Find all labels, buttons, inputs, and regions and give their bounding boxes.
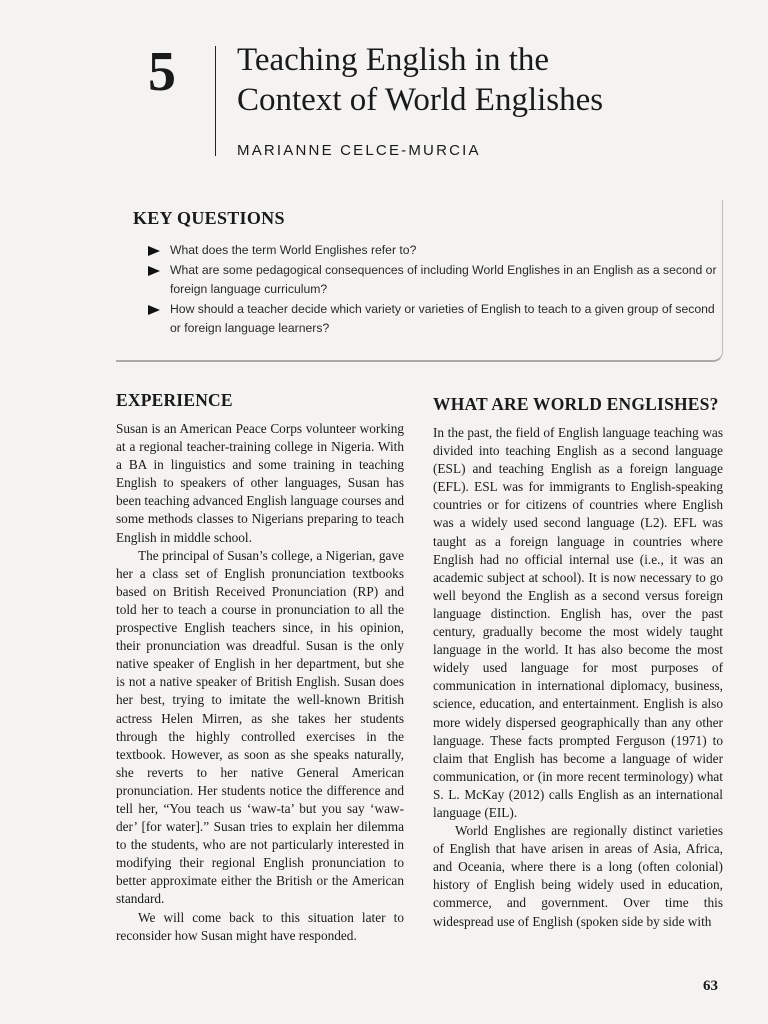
- key-question-item: [148, 300, 718, 339]
- experience-paragraph: Susan is an American Peace Corps volunteer working at a regional teacher-training college in Nigeria. With a BA in linguistics and some training in teaching English to speakers of other languages, Susan has been teaching advanced English language courses and some methods classes to Nigerians preparing to teach English in middle school.: [116, 421, 404, 545]
- key-questions-list: [148, 241, 718, 339]
- key-question-item: [148, 261, 718, 300]
- key-question-text: What are some pedagogical consequences of including World Englishes in an English as a second or foreign language curriculum?: [170, 262, 717, 296]
- page-number: 63: [703, 978, 718, 994]
- arrow-bullet-icon: [148, 266, 160, 276]
- arrow-bullet-icon: [148, 246, 160, 256]
- chapter-number: 5: [148, 41, 176, 103]
- world-englishes-paragraph: In the past, the field of English language teaching was divided into teaching English as a second language (ESL) and teaching English as a foreign language (EFL). ESL was for immigrants to English-speaking countries or for citizens of countries where English was a widely used second language (L2). EFL was taught as a foreign language in countries where English had no official internal use (i.e., it was an academic subject at school). It is now necessary to go well beyond the English as a second versus foreign language distinction. English has, over the past century, gradually become the most widely taught language in the world. It has also become the most widely used language for most purposes of communication in international diplomacy, business, science, education, and entertainment. English is also more widely dispersed geographically than any other language. These facts prompted Ferguson (1971) to claim that English has become a language of wider communication, or (in more recent terminology) what S. L. McKay (2012) calls English as an international language (EIL).: [433, 425, 723, 820]
- experience-paragraph: The principal of Susan’s college, a Nigerian, gave her a class set of English pronunciation textbooks based on British Received Pronunciation (RP) and told her to teach a course in pronunciation to all the prospective English teachers since, in his opinion, their pronunciation was dreadful. Susan is the only native speaker of English in her department, but she is not a native speaker of British English. Susan does her best, trying to imitate the well-known British actress Helen Mirren, as she takes her students through the highly controlled exercises in the textbook. However, as soon as she speaks naturally, she reverts to her native General American pronunciation. Her students notice the difference and tell her, “You teach us ‘waw-ta’ but you say ‘waw-der’ [for water].” Susan tries to explain her dilemma to the students, who are not particularly interested in modifying their regional English pronunciation to better approximate either the British or the American standard.: [116, 547, 404, 907]
- experience-heading: EXPERIENCE: [116, 390, 233, 410]
- world-englishes-column: [433, 424, 723, 931]
- key-question-text: How should a teacher decide which variety or varieties of English to teach to a given group of second or foreign language learners?: [170, 301, 715, 335]
- arrow-bullet-icon: [148, 305, 160, 315]
- world-englishes-heading: WHAT ARE WORLD ENGLISHES?: [433, 394, 719, 414]
- chapter-title-line-2: Context of World Englishes: [237, 82, 604, 118]
- chapter-divider: [215, 46, 216, 156]
- key-question-text: What does the term World Englishes refer to?: [170, 243, 417, 257]
- chapter-title-line-1: Teaching English in the: [237, 42, 550, 78]
- key-question-item: [148, 241, 718, 261]
- world-englishes-paragraph: World Englishes are regionally distinct varieties of English that have arisen in areas of Asia, Africa, and Oceania, where there is a long (often colonial) history of English being widely used in education, commerce, and government. Over time this widespread use of English (spoken side by side with: [433, 823, 723, 929]
- experience-paragraph: We will come back to this situation later to reconsider how Susan might have responded.: [116, 909, 404, 943]
- author-name: MARIANNE CELCE-MURCIA: [237, 142, 481, 159]
- experience-column: [116, 420, 404, 945]
- chapter-title: [237, 40, 657, 120]
- key-questions-heading: KEY QUESTIONS: [133, 208, 285, 228]
